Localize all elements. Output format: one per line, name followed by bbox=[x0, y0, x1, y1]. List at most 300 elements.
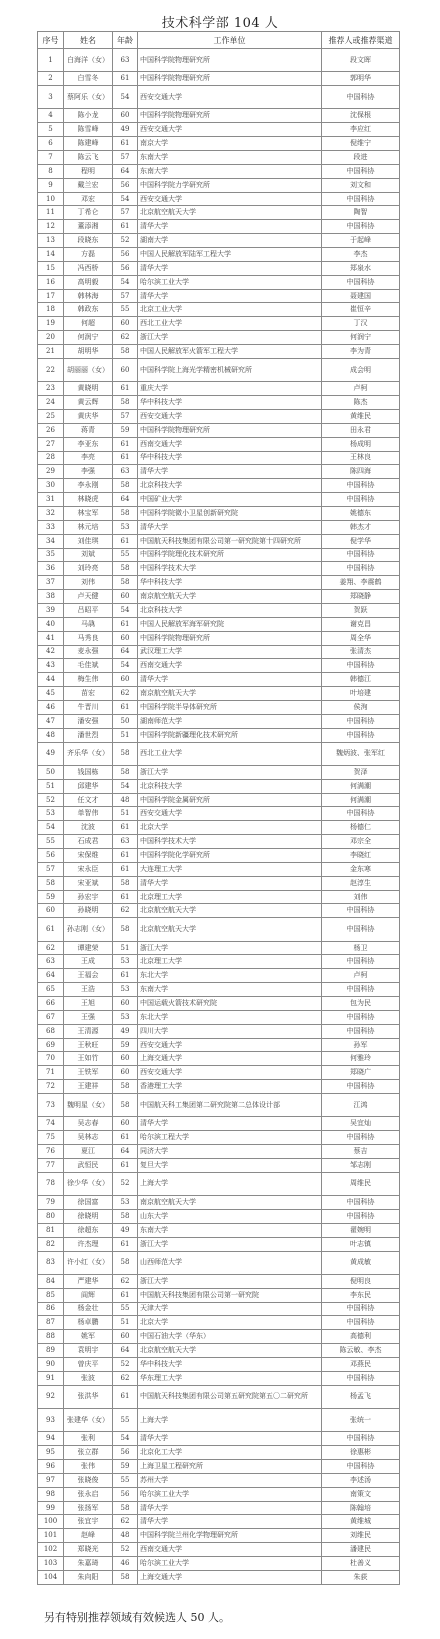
cell-age: 54 bbox=[113, 275, 138, 289]
table-row bbox=[38, 275, 400, 289]
cell-age: 60 bbox=[113, 358, 138, 381]
cell-age: 58 bbox=[113, 765, 138, 779]
table-row bbox=[38, 714, 400, 728]
cell-recommender: 中国科协 bbox=[322, 548, 400, 562]
cell-org: 南京航空航天大学 bbox=[138, 687, 322, 701]
cell-name: 王建祥 bbox=[64, 1080, 113, 1094]
cell-no: 98 bbox=[38, 1487, 64, 1501]
cell-org: 清华大学 bbox=[138, 289, 322, 303]
cell-name: 武恒民 bbox=[64, 1158, 113, 1172]
cell-name: 任文才 bbox=[64, 793, 113, 807]
cell-age: 61 bbox=[113, 821, 138, 835]
cell-recommender: 张统一 bbox=[322, 1409, 400, 1432]
cell-recommender: 中国科协 bbox=[322, 275, 400, 289]
cell-name: 吴林志 bbox=[64, 1131, 113, 1145]
cell-org: 浙江大学 bbox=[138, 331, 322, 345]
cell-name: 何润宁 bbox=[64, 331, 113, 345]
cell-recommender: 李述汤 bbox=[322, 1473, 400, 1487]
page-title: 技术科学部 104 人 bbox=[161, 16, 279, 31]
cell-recommender: 陈翰培 bbox=[322, 1501, 400, 1515]
cell-name: 杨卓鹏 bbox=[64, 1316, 113, 1330]
cell-name: 王成 bbox=[64, 955, 113, 969]
cell-org: 中国科学技术大学 bbox=[138, 835, 322, 849]
cell-age: 53 bbox=[113, 1196, 138, 1210]
cell-age: 58 bbox=[113, 1094, 138, 1117]
cell-no: 24 bbox=[38, 396, 64, 410]
cell-age: 60 bbox=[113, 590, 138, 604]
cell-org: 清华大学 bbox=[138, 261, 322, 275]
cell-name: 袁明宇 bbox=[64, 1344, 113, 1358]
cell-recommender: 潘建民 bbox=[322, 1543, 400, 1557]
cell-name: 许杰理 bbox=[64, 1237, 113, 1251]
table-row bbox=[38, 109, 400, 123]
cell-no: 60 bbox=[38, 904, 64, 918]
cell-org: 清华大学 bbox=[138, 876, 322, 890]
cell-org: 复旦大学 bbox=[138, 1158, 322, 1172]
cell-no: 96 bbox=[38, 1460, 64, 1474]
cell-no: 61 bbox=[38, 918, 64, 941]
cell-age: 57 bbox=[113, 206, 138, 220]
cell-name: 刘伟 bbox=[64, 576, 113, 590]
cell-org: 华中科技大学 bbox=[138, 1357, 322, 1371]
cell-org: 中国科学院力学研究所 bbox=[138, 178, 322, 192]
cell-name: 王如竹 bbox=[64, 1052, 113, 1066]
header-no: 序号 bbox=[38, 32, 64, 49]
table-row bbox=[38, 876, 400, 890]
cell-org: 东南大学 bbox=[138, 983, 322, 997]
cell-name: 冯西桥 bbox=[64, 261, 113, 275]
cell-no: 28 bbox=[38, 451, 64, 465]
cell-age: 53 bbox=[113, 955, 138, 969]
cell-org: 北京科技大学 bbox=[138, 603, 322, 617]
cell-name: 蒋青 bbox=[64, 423, 113, 437]
cell-name: 董添湘 bbox=[64, 220, 113, 234]
cell-name: 张洪华 bbox=[64, 1385, 113, 1408]
cell-no: 4 bbox=[38, 109, 64, 123]
cell-name: 张立群 bbox=[64, 1446, 113, 1460]
table-row bbox=[38, 423, 400, 437]
cell-org: 香港理工大学 bbox=[138, 1080, 322, 1094]
cell-recommender: 翟婉明 bbox=[322, 1223, 400, 1237]
cell-no: 45 bbox=[38, 687, 64, 701]
table-row bbox=[38, 151, 400, 165]
cell-name: 高明毅 bbox=[64, 275, 113, 289]
cell-org: 浙江大学 bbox=[138, 765, 322, 779]
cell-org: 西安交通大学 bbox=[138, 192, 322, 206]
table-row bbox=[38, 382, 400, 396]
cell-org: 中国航天科工集团第二研究院第二总体设计部 bbox=[138, 1094, 322, 1117]
table-row bbox=[38, 164, 400, 178]
cell-name: 刘斌 bbox=[64, 548, 113, 562]
table-row bbox=[38, 289, 400, 303]
cell-org: 中国矿业大学 bbox=[138, 493, 322, 507]
table-row bbox=[38, 1446, 400, 1460]
cell-name: 张永启 bbox=[64, 1487, 113, 1501]
cell-name: 宋永臣 bbox=[64, 862, 113, 876]
cell-recommender: 崔恒辛 bbox=[322, 303, 400, 317]
cell-recommender: 中国科协 bbox=[322, 562, 400, 576]
cell-org: 北京航空航天大学 bbox=[138, 904, 322, 918]
cell-recommender: 中国科协 bbox=[322, 1302, 400, 1316]
cell-age: 62 bbox=[113, 1371, 138, 1385]
cell-recommender: 倪维宁 bbox=[322, 137, 400, 151]
cell-no: 5 bbox=[38, 123, 64, 137]
cell-recommender: 张清杰 bbox=[322, 645, 400, 659]
cell-no: 63 bbox=[38, 955, 64, 969]
cell-no: 71 bbox=[38, 1066, 64, 1080]
cell-no: 83 bbox=[38, 1251, 64, 1274]
table-row bbox=[38, 1251, 400, 1274]
cell-age: 61 bbox=[113, 849, 138, 863]
table-row bbox=[38, 248, 400, 262]
cell-org: 北京航空航天大学 bbox=[138, 918, 322, 941]
cell-recommender: 姜翔、李震鹤 bbox=[322, 576, 400, 590]
cell-no: 67 bbox=[38, 1010, 64, 1024]
cell-no: 33 bbox=[38, 520, 64, 534]
cell-recommender: 丁汉 bbox=[322, 317, 400, 331]
cell-name: 张扬军 bbox=[64, 1501, 113, 1515]
cell-name: 李强 bbox=[64, 465, 113, 479]
cell-org: 北京大学 bbox=[138, 1316, 322, 1330]
cell-age: 55 bbox=[113, 548, 138, 562]
table-row bbox=[38, 1223, 400, 1237]
cell-recommender: 郑泉水 bbox=[322, 261, 400, 275]
cell-org: 南京航空航天大学 bbox=[138, 590, 322, 604]
cell-no: 46 bbox=[38, 700, 64, 714]
cell-no: 79 bbox=[38, 1196, 64, 1210]
cell-recommender: 李应红 bbox=[322, 123, 400, 137]
table-row bbox=[38, 673, 400, 687]
cell-no: 2 bbox=[38, 72, 64, 86]
cell-age: 60 bbox=[113, 109, 138, 123]
table-row bbox=[38, 1515, 400, 1529]
cell-age: 54 bbox=[113, 1432, 138, 1446]
cell-no: 86 bbox=[38, 1302, 64, 1316]
cell-org: 西安交通大学 bbox=[138, 807, 322, 821]
table-row bbox=[38, 493, 400, 507]
cell-recommender: 周维民 bbox=[322, 1172, 400, 1195]
cell-no: 54 bbox=[38, 821, 64, 835]
cell-no: 34 bbox=[38, 534, 64, 548]
cell-recommender: 中国科协 bbox=[322, 918, 400, 941]
cell-no: 9 bbox=[38, 178, 64, 192]
table-row bbox=[38, 358, 400, 381]
cell-recommender: 中国科协 bbox=[322, 479, 400, 493]
cell-name: 赵峰 bbox=[64, 1529, 113, 1543]
table-row bbox=[38, 178, 400, 192]
cell-age: 58 bbox=[113, 576, 138, 590]
cell-no: 10 bbox=[38, 192, 64, 206]
cell-org: 东南大学 bbox=[138, 1223, 322, 1237]
cell-org: 西北工业大学 bbox=[138, 742, 322, 765]
cell-name: 邓宏 bbox=[64, 192, 113, 206]
cell-recommender: 李晓红 bbox=[322, 849, 400, 863]
cell-no: 53 bbox=[38, 807, 64, 821]
cell-name: 王清源 bbox=[64, 1024, 113, 1038]
cell-name: 黄云辉 bbox=[64, 396, 113, 410]
cell-name: 谭建荣 bbox=[64, 941, 113, 955]
cell-no: 3 bbox=[38, 86, 64, 109]
cell-name: 程明 bbox=[64, 164, 113, 178]
cell-org: 中国科学技术大学 bbox=[138, 562, 322, 576]
cell-name: 曾庆平 bbox=[64, 1357, 113, 1371]
cell-no: 48 bbox=[38, 728, 64, 742]
cell-org: 上海大学 bbox=[138, 1409, 322, 1432]
cell-name: 孙宏宇 bbox=[64, 890, 113, 904]
cell-age: 61 bbox=[113, 382, 138, 396]
cell-recommender: 中国科协 bbox=[322, 86, 400, 109]
cell-age: 61 bbox=[113, 1288, 138, 1302]
cell-name: 王旭 bbox=[64, 997, 113, 1011]
table-row bbox=[38, 1038, 400, 1052]
cell-name: 毛佳斌 bbox=[64, 659, 113, 673]
table-row bbox=[38, 1371, 400, 1385]
cell-age: 52 bbox=[113, 1543, 138, 1557]
cell-name: 邱建华 bbox=[64, 779, 113, 793]
cell-age: 62 bbox=[113, 687, 138, 701]
cell-org: 山西师范大学 bbox=[138, 1251, 322, 1274]
cell-no: 32 bbox=[38, 506, 64, 520]
cell-org: 中国科学院物理研究所 bbox=[138, 72, 322, 86]
cell-no: 100 bbox=[38, 1515, 64, 1529]
cell-no: 89 bbox=[38, 1344, 64, 1358]
table-row bbox=[38, 728, 400, 742]
cell-age: 53 bbox=[113, 520, 138, 534]
cell-age: 53 bbox=[113, 983, 138, 997]
cell-name: 齐乐华（女） bbox=[64, 742, 113, 765]
cell-age: 61 bbox=[113, 969, 138, 983]
cell-recommender: 中国科协 bbox=[322, 1131, 400, 1145]
cell-recommender: 金东寒 bbox=[322, 862, 400, 876]
cell-age: 58 bbox=[113, 742, 138, 765]
cell-no: 49 bbox=[38, 742, 64, 765]
cell-org: 中国石油大学（华东） bbox=[138, 1330, 322, 1344]
cell-no: 8 bbox=[38, 164, 64, 178]
table-row bbox=[38, 303, 400, 317]
cell-recommender: 朱荻 bbox=[322, 1570, 400, 1584]
cell-recommender: 南策文 bbox=[322, 1487, 400, 1501]
cell-no: 81 bbox=[38, 1223, 64, 1237]
cell-org: 清华大学 bbox=[138, 673, 322, 687]
cell-org: 西南交通大学 bbox=[138, 437, 322, 451]
table-row bbox=[38, 396, 400, 410]
table-row bbox=[38, 742, 400, 765]
cell-no: 101 bbox=[38, 1529, 64, 1543]
table-row bbox=[38, 890, 400, 904]
table-row bbox=[38, 1131, 400, 1145]
cell-recommender: 聂建国 bbox=[322, 289, 400, 303]
table-row bbox=[38, 590, 400, 604]
cell-org: 清华大学 bbox=[138, 1117, 322, 1131]
cell-age: 61 bbox=[113, 72, 138, 86]
cell-org: 上海交通大学 bbox=[138, 1570, 322, 1584]
cell-name: 韩政东 bbox=[64, 303, 113, 317]
header-recommender: 推荐人或推荐渠道 bbox=[322, 32, 400, 49]
cell-org: 中国科学院物理研究所 bbox=[138, 49, 322, 72]
cell-org: 天津大学 bbox=[138, 1302, 322, 1316]
cell-org: 北京理工大学 bbox=[138, 955, 322, 969]
table-row bbox=[38, 807, 400, 821]
cell-age: 49 bbox=[113, 1223, 138, 1237]
cell-name: 李亚东 bbox=[64, 437, 113, 451]
cell-org: 浙江大学 bbox=[138, 941, 322, 955]
cell-recommender: 郑晓广 bbox=[322, 1066, 400, 1080]
cell-name: 白海洋（女） bbox=[64, 49, 113, 72]
cell-name: 何超 bbox=[64, 317, 113, 331]
table-row bbox=[38, 1432, 400, 1446]
cell-age: 49 bbox=[113, 123, 138, 137]
table-row bbox=[38, 409, 400, 423]
cell-recommender: 李杰 bbox=[322, 248, 400, 262]
cell-org: 西安交通大学 bbox=[138, 409, 322, 423]
table-row bbox=[38, 1543, 400, 1557]
cell-recommender: 杨孟飞 bbox=[322, 1385, 400, 1408]
cell-name: 胡丽丽（女） bbox=[64, 358, 113, 381]
cell-no: 73 bbox=[38, 1094, 64, 1117]
cell-age: 56 bbox=[113, 1487, 138, 1501]
cell-no: 26 bbox=[38, 423, 64, 437]
cell-recommender: 贺泽 bbox=[322, 765, 400, 779]
cell-recommender: 倪学华 bbox=[322, 534, 400, 548]
cell-org: 中国科学院半导体研究所 bbox=[138, 700, 322, 714]
cell-recommender: 中国科协 bbox=[322, 220, 400, 234]
cell-name: 钱国栋 bbox=[64, 765, 113, 779]
cell-age: 58 bbox=[113, 876, 138, 890]
cell-age: 58 bbox=[113, 506, 138, 520]
cell-org: 华东理工大学 bbox=[138, 1371, 322, 1385]
cell-name: 张建华（女） bbox=[64, 1409, 113, 1432]
cell-no: 35 bbox=[38, 548, 64, 562]
cell-org: 清华大学 bbox=[138, 1515, 322, 1529]
cell-recommender: 侯洵 bbox=[322, 700, 400, 714]
cell-recommender: 倪明良 bbox=[322, 1274, 400, 1288]
table-row bbox=[38, 534, 400, 548]
cell-age: 64 bbox=[113, 1344, 138, 1358]
cell-no: 85 bbox=[38, 1288, 64, 1302]
table-row bbox=[38, 1557, 400, 1571]
cell-age: 59 bbox=[113, 423, 138, 437]
cell-no: 104 bbox=[38, 1570, 64, 1584]
cell-age: 55 bbox=[113, 1409, 138, 1432]
table-row bbox=[38, 1237, 400, 1251]
cell-org: 重庆大学 bbox=[138, 382, 322, 396]
cell-no: 43 bbox=[38, 659, 64, 673]
cell-recommender: 刘伟 bbox=[322, 890, 400, 904]
cell-org: 湖南师范大学 bbox=[138, 714, 322, 728]
table-row bbox=[38, 220, 400, 234]
cell-recommender: 孙军 bbox=[322, 1038, 400, 1052]
cell-recommender: 邓燕民 bbox=[322, 1357, 400, 1371]
cell-name: 段晓东 bbox=[64, 234, 113, 248]
cell-recommender: 黄维民 bbox=[322, 409, 400, 423]
cell-name: 麦永强 bbox=[64, 645, 113, 659]
cell-name: 朱向阳 bbox=[64, 1570, 113, 1584]
table-row bbox=[38, 1409, 400, 1432]
cell-name: 方磊 bbox=[64, 248, 113, 262]
cell-recommender: 杨德仁 bbox=[322, 821, 400, 835]
cell-recommender: 陈云敏、李杰 bbox=[322, 1344, 400, 1358]
table-row bbox=[38, 835, 400, 849]
table-row bbox=[38, 631, 400, 645]
cell-name: 卢天健 bbox=[64, 590, 113, 604]
cell-org: 中国人民解放军陆军工程大学 bbox=[138, 248, 322, 262]
cell-no: 40 bbox=[38, 617, 64, 631]
cell-no: 70 bbox=[38, 1052, 64, 1066]
cell-org: 清华大学 bbox=[138, 520, 322, 534]
table-row bbox=[38, 1117, 400, 1131]
cell-no: 12 bbox=[38, 220, 64, 234]
cell-recommender: 王林良 bbox=[322, 451, 400, 465]
table-row bbox=[38, 1209, 400, 1223]
cell-no: 30 bbox=[38, 479, 64, 493]
cell-org: 山东大学 bbox=[138, 1209, 322, 1223]
cell-age: 52 bbox=[113, 234, 138, 248]
cell-name: 牛晋川 bbox=[64, 700, 113, 714]
cell-org: 上海交通大学 bbox=[138, 1052, 322, 1066]
cell-recommender: 周全华 bbox=[322, 631, 400, 645]
cell-name: 吴志春 bbox=[64, 1117, 113, 1131]
cell-name: 郑晓光 bbox=[64, 1543, 113, 1557]
cell-no: 50 bbox=[38, 765, 64, 779]
cell-no: 91 bbox=[38, 1371, 64, 1385]
cell-name: 李亮 bbox=[64, 451, 113, 465]
cell-no: 55 bbox=[38, 835, 64, 849]
cell-org: 西安交通大学 bbox=[138, 1066, 322, 1080]
cell-recommender: 何雅玲 bbox=[322, 1052, 400, 1066]
cell-no: 16 bbox=[38, 275, 64, 289]
cell-age: 55 bbox=[113, 1302, 138, 1316]
cell-name: 王秋旺 bbox=[64, 1038, 113, 1052]
table-row bbox=[38, 821, 400, 835]
table-row bbox=[38, 562, 400, 576]
cell-org: 东北大学 bbox=[138, 969, 322, 983]
cell-org: 西北工业大学 bbox=[138, 317, 322, 331]
cell-age: 64 bbox=[113, 493, 138, 507]
cell-org: 哈尔滨工业大学 bbox=[138, 275, 322, 289]
table-row bbox=[38, 659, 400, 673]
cell-recommender: 中国科协 bbox=[322, 728, 400, 742]
cell-age: 61 bbox=[113, 1131, 138, 1145]
cell-age: 50 bbox=[113, 714, 138, 728]
cell-recommender: 中国科协 bbox=[322, 1371, 400, 1385]
cell-recommender: 卢柯 bbox=[322, 382, 400, 396]
cell-name: 石成君 bbox=[64, 835, 113, 849]
cell-age: 62 bbox=[113, 331, 138, 345]
cell-no: 68 bbox=[38, 1024, 64, 1038]
cell-no: 76 bbox=[38, 1145, 64, 1159]
cell-recommender: 中国科协 bbox=[322, 1196, 400, 1210]
cell-no: 19 bbox=[38, 317, 64, 331]
cell-name: 张晓俊 bbox=[64, 1473, 113, 1487]
cell-recommender: 中国科协 bbox=[322, 807, 400, 821]
cell-name: 陈雪峰 bbox=[64, 123, 113, 137]
cell-org: 中国航天科技集团有限公司第五研究院第五〇二研究所 bbox=[138, 1385, 322, 1408]
cell-name: 孙晓明 bbox=[64, 904, 113, 918]
table-row bbox=[38, 617, 400, 631]
cell-no: 88 bbox=[38, 1330, 64, 1344]
cell-recommender: 中国科协 bbox=[322, 1432, 400, 1446]
table-row bbox=[38, 345, 400, 359]
cell-no: 31 bbox=[38, 493, 64, 507]
cell-name: 韩林海 bbox=[64, 289, 113, 303]
cell-name: 丁希仑 bbox=[64, 206, 113, 220]
cell-no: 84 bbox=[38, 1274, 64, 1288]
cell-no: 52 bbox=[38, 793, 64, 807]
candidate-table bbox=[37, 31, 400, 1585]
cell-name: 杨金壮 bbox=[64, 1302, 113, 1316]
cell-recommender: 黄维城 bbox=[322, 1515, 400, 1529]
cell-org: 中国人民解放军海军研究院 bbox=[138, 617, 322, 631]
